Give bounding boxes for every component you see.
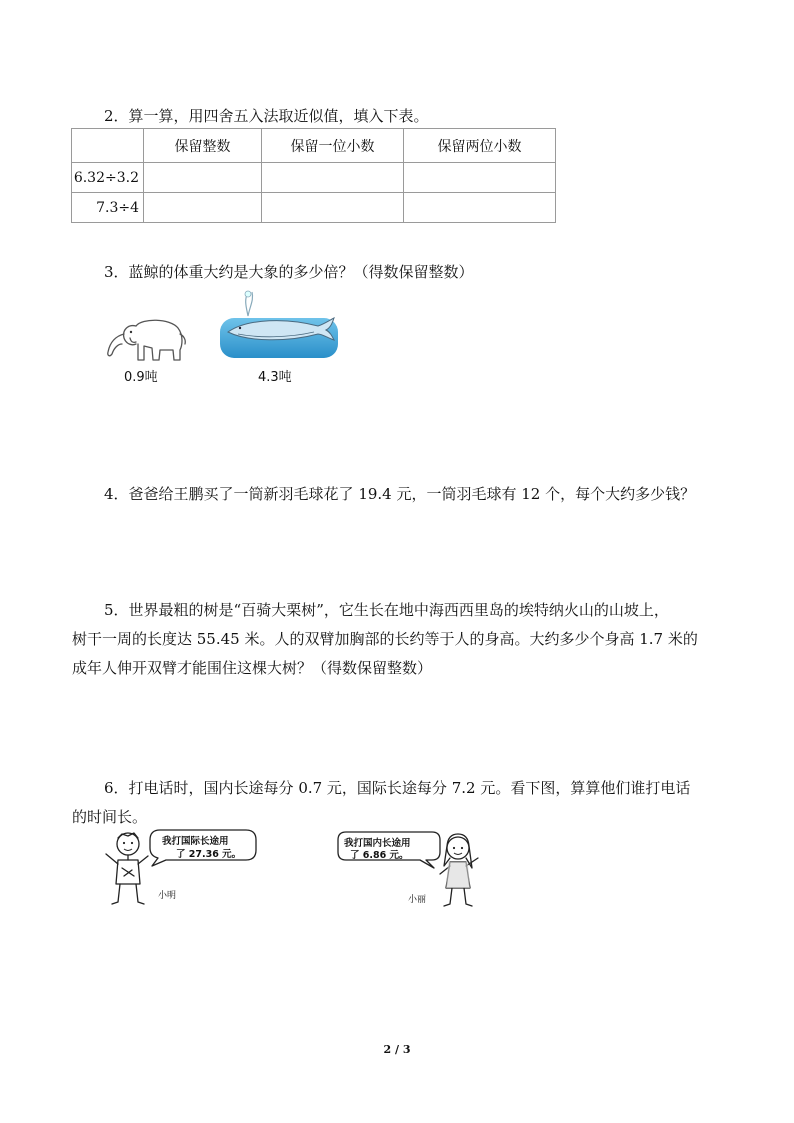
question-5	[72, 596, 752, 683]
question-3-title: 3．蓝鲸的体重大约是大象的多少倍？（得数保留整数）	[104, 263, 474, 281]
answer-cell[interactable]	[262, 163, 404, 193]
table-row-label: 7.3÷4	[72, 193, 144, 223]
elephant-weight-label: 0.9吨	[124, 370, 158, 385]
answer-cell[interactable]	[262, 193, 404, 223]
table-row-label: 6.32÷3.2	[72, 163, 144, 193]
question-2	[72, 102, 732, 131]
table-row	[72, 163, 556, 193]
answer-cell[interactable]	[144, 193, 262, 223]
table-header-cell: 保留两位小数	[404, 129, 556, 163]
question-4-text: 4．爸爸给王鹏买了一筒新羽毛球花了 19.4 元，一筒羽毛球有 12 个，每个大约多少钱？	[104, 485, 696, 503]
answer-cell[interactable]	[144, 163, 262, 193]
question-3	[72, 258, 732, 287]
question-5-line: 5．世界最粗的树是“百骑大栗树”，它生长在地中海西西里岛的埃特纳火山的山坡上，	[104, 601, 669, 619]
approximation-table	[71, 128, 556, 223]
girl-name: 小丽	[408, 895, 427, 905]
boy-figure	[100, 826, 260, 910]
question-4	[72, 480, 752, 509]
question-2-title: 2．算一算，用四舍五入法取近似值，填入下表。	[104, 107, 429, 125]
boy-bubble-line: 我打国际长途用	[162, 836, 229, 847]
answer-cell[interactable]	[404, 163, 556, 193]
question-5-line: 成年人伸开双臂才能围住这棵大树？（得数保留整数）	[72, 659, 433, 677]
table-header-cell: 保留整数	[144, 129, 262, 163]
table-header-row	[72, 129, 556, 163]
question-5-line: 树干一周的长度达 55.45 米。人的双臂加胸部的长约等于人的身高。大约多少个身高 1.7 米的	[72, 630, 698, 648]
page-number: 2 / 3	[383, 1043, 411, 1056]
table-row	[72, 193, 556, 223]
table-header-cell: 保留一位小数	[262, 129, 404, 163]
elephant-illustration	[100, 312, 190, 364]
boy-bubble-line: 了 27.36 元。	[176, 849, 242, 860]
answer-cell[interactable]	[404, 193, 556, 223]
whale-weight-label: 4.3吨	[258, 370, 292, 385]
table-header-cell	[72, 129, 144, 163]
question-6	[72, 774, 752, 832]
girl-bubble-line: 我打国内长途用	[344, 838, 411, 849]
blue-whale-illustration	[218, 288, 340, 360]
boy-name: 小明	[158, 891, 177, 901]
question-6-line: 6．打电话时，国内长途每分 0.7 元，国际长途每分 7.2 元。看下图，算算他们谁打电话	[104, 779, 691, 797]
girl-figure	[336, 828, 486, 912]
question-6-line: 的时间长。	[72, 808, 148, 826]
girl-bubble-line: 了 6.86 元。	[350, 850, 409, 861]
